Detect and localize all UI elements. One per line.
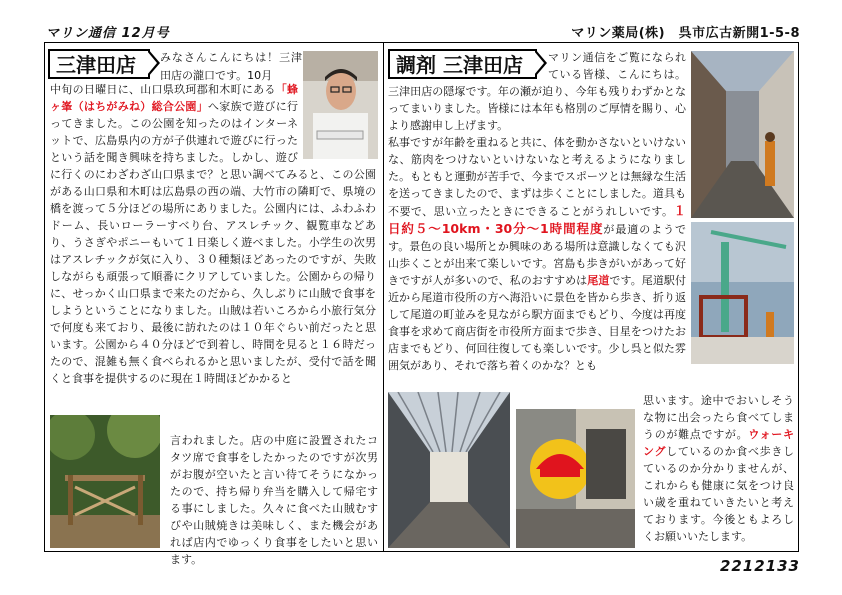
crane-photo	[691, 222, 794, 364]
walking-highlight: ウォーキング	[643, 428, 794, 458]
arcade-photo	[388, 392, 510, 548]
company-address: マリン薬局(株) 呉市広古新開1-5-8	[571, 26, 800, 41]
walking-guideline-highlight: １日約５～10km・30分～1時間程度	[388, 203, 686, 236]
right-para-route: です。尾道駅付近から尾道市役所の方へ海沿いに景色を皆から歩き、折り返して尾道の町並みを見ながら駅方面までもどり、今度は再度食事を求めて商店街を市役所方面まで歩き、目星をつけたお店までもどり、何回往復しても楽しいです。少し呉と似た雰囲気があり、それで落ち着くのかな？とも	[388, 274, 686, 372]
right-para-end: しているのか食べ歩きしているのか分かりませんが、これからも健康に気をつけ良い歳を重ねていきたいと考えております。今後ともよろしくお願いいたします。	[643, 445, 795, 543]
newsletter-title: マリン通信 12月号	[46, 26, 170, 41]
alley-photo	[691, 51, 794, 218]
playground-photo	[50, 415, 160, 548]
left-intro-text: みなさんこんにちは！三津田店の瀧口です。10月	[160, 51, 302, 82]
right-body-text	[388, 49, 686, 374]
shell-sign-photo	[516, 409, 635, 548]
right-para-onomichi: が最適のようです。景色の良い場所とか興味のある場所は意識しなくても沢山歩くことが出来て楽しいです。宮島も歩きがいがあって好きですが人が多いので、私のおすすめは	[388, 223, 687, 287]
right-article-title: 調剤 三津田店	[388, 49, 537, 79]
onomichi-highlight: 尾道	[587, 274, 610, 287]
page-code: 2212133	[719, 557, 800, 575]
left-body-main: へ家族で遊びに行ってきました。この公園を知ったのはインターネットで、広島県内の方が子供連れで遊びに行ったという話を聞き興味を持ちました。しかし、遊びに行くのにわざわざ山口県まで？と思い調べてみると、この公園がある山口県和木町は広島県の西の端、大竹市の隣町で、県境の橋を渡って５分ほどの場所にありました。公園内には、ふわふわドーム、長いローラーすべり台、アスレチック、観覧車などあり、うさぎやポニーもいて１日楽しく遊べました。小学生の次男はアスレチックが気に入り、３０種類ほどあったのですが、失敗しながらも頑張って順番にクリアしていました。公園からの帰りに、せっかく山口県まで来たのだから、久しぶりに山賊で食事をしようということになりました。山賊は若いころから小旅行気分で何度も来ており、最後に訪れたのは１０年ぐらい前だったと思います。公園から４０分ほどで到着し、時間を見ると１６時だったので、混雑も無く食べられるかと思いましたが、受付で話を聞くと食事を提供するのに現在１時間ほどかかると	[50, 100, 376, 385]
column-divider	[383, 42, 384, 552]
right-para-snack: 思います。途中でおいしそうな物に出会ったら食べてしまうのが難点ですが。	[643, 394, 794, 441]
left-body-start: 中旬の日曜日に、山口県玖珂郡和木町にある	[50, 83, 276, 96]
right-para-walking: 私事ですが年齢を重ねると共に、体を動かさないといけないな、筋肉をつけないといけないなと考えるようになりました。もともと運動が苦手で、今までスポーツとは無縁な生活を送ってきましたので、まずは歩くことにしました。道具も不要で、思い立ったときにできることがうれしいです。	[388, 136, 686, 218]
left-article-title: 三津田店	[48, 49, 150, 79]
park-name-highlight: 「蜂ヶ峯（はちがみね）総合公園」	[50, 83, 299, 113]
right-greeting: マリン通信をご覧になられている皆様、こんにちは。三津田店の隠塚です。年の瀬が迫り、今年も残りわずかとなってまいりました。皆様には本年も格別のご厚情を賜り、心より感謝申し上げます。	[388, 51, 686, 132]
left-bottom-text: 言われました。店の中庭に設置されたコタツ席で食事をしたかったのですが次男がお腹が空いたと言い待てそうになかったので、持ち帰り弁当を購入して帰宅する事にしました。久々に食べた山賊むすびや山賊焼きは美味しく、また機会があれば店内でゆっくり食事をしたいと思います。	[170, 434, 378, 566]
left-body-text	[50, 81, 376, 387]
